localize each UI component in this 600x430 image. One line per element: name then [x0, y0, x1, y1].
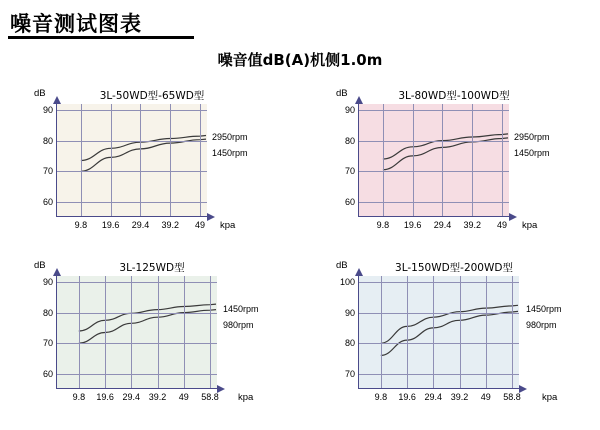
gridline-horizontal: [57, 141, 207, 142]
x-axis-unit: kpa: [542, 392, 558, 403]
x-axis-unit: kpa: [522, 220, 538, 231]
series-label-1: 1450rpm: [514, 148, 550, 158]
plot-area: [339, 276, 521, 402]
series-line-1: [79, 310, 216, 344]
gridline-vertical: [131, 276, 132, 388]
y-axis-tick-label: 100: [339, 277, 355, 288]
chart-block-3: [28, 260, 278, 410]
title-underline: [8, 36, 194, 39]
x-axis-tick-label: 39.2: [463, 220, 481, 230]
series-line-1: [383, 138, 508, 170]
x-axis-tick-label: 58.8: [503, 392, 521, 402]
series-line-1: [381, 311, 518, 355]
x-axis-tick-label: 29.4: [122, 392, 141, 402]
chart-block-2: [330, 88, 570, 238]
series-curves: [57, 104, 207, 216]
gridline-vertical: [381, 276, 382, 388]
gridline-horizontal: [57, 202, 207, 203]
y-axis-tick-label: 90: [42, 277, 53, 288]
x-axis-unit: kpa: [220, 220, 236, 231]
y-axis-tick-label: 80: [42, 135, 53, 146]
x-axis-arrow-icon: [509, 213, 517, 221]
y-axis-arrow-icon: [53, 268, 61, 276]
x-axis-tick-label: 39.2: [161, 220, 179, 230]
x-axis-tick-label: 19.6: [96, 392, 114, 402]
gridline-horizontal: [57, 282, 217, 283]
gridline-horizontal: [359, 282, 519, 283]
gridline-horizontal: [57, 374, 217, 375]
y-axis-unit: dB: [336, 260, 348, 271]
gridline-horizontal: [57, 171, 207, 172]
gridline-horizontal: [359, 171, 509, 172]
x-axis-tick-label: 19.6: [403, 220, 422, 230]
y-axis-tick-label: 90: [344, 307, 355, 318]
page-subtitle: 噪音值dB(A)机侧1.0m: [217, 51, 383, 69]
gridline-vertical: [486, 276, 487, 388]
x-axis-tick-label: 29.4: [424, 392, 443, 402]
gridline-vertical: [383, 104, 384, 216]
series-label-0: 1450rpm: [223, 304, 259, 314]
gridline-horizontal: [359, 141, 509, 142]
series-line-0: [383, 134, 508, 159]
gridline-vertical: [158, 276, 159, 388]
x-axis-arrow-icon: [207, 213, 215, 221]
gridline-vertical: [413, 104, 414, 216]
x-axis-tick-label: 9.8: [374, 392, 388, 402]
series-label-1: 980rpm: [223, 320, 254, 330]
series-curves: [57, 276, 217, 388]
series-label-0: 2950rpm: [514, 132, 550, 142]
gridline-horizontal: [359, 110, 509, 111]
series-label-1: 980rpm: [526, 320, 557, 330]
gridline-vertical: [140, 104, 141, 216]
gridline-vertical: [442, 104, 443, 216]
y-axis-tick-label: 60: [42, 196, 53, 207]
series-line-0: [79, 304, 216, 331]
y-axis-unit: dB: [336, 88, 348, 99]
chart-block-1: [28, 88, 268, 238]
gridline-vertical: [184, 276, 185, 388]
plot-area: [42, 104, 207, 230]
gridline-horizontal: [359, 343, 519, 344]
y-axis-tick-label: 70: [42, 338, 53, 349]
gridline-vertical: [512, 276, 513, 388]
y-axis-tick-label: 70: [42, 166, 53, 177]
y-axis-tick-label: 60: [42, 368, 53, 379]
x-axis-tick-label: 58.8: [201, 392, 219, 402]
gridline-vertical: [79, 276, 80, 388]
y-axis-tick-label: 80: [344, 135, 355, 146]
gridline-vertical: [502, 104, 503, 216]
gridline-vertical: [81, 104, 82, 216]
gridline-vertical: [170, 104, 171, 216]
gridline-horizontal: [359, 374, 519, 375]
y-axis-arrow-icon: [355, 96, 363, 104]
series-label-0: 2950rpm: [212, 132, 248, 142]
series-line-1: [81, 139, 206, 171]
y-axis-arrow-icon: [53, 96, 61, 104]
x-axis-unit: kpa: [238, 392, 254, 403]
y-axis-tick-label: 90: [42, 105, 53, 116]
gridline-horizontal: [57, 343, 217, 344]
x-axis-tick-label: 19.6: [398, 392, 416, 402]
x-axis-tick-label: 29.4: [433, 220, 452, 230]
gridline-vertical: [460, 276, 461, 388]
series-label-1: 1450rpm: [212, 148, 248, 158]
gridline-vertical: [472, 104, 473, 216]
x-axis-tick-label: 29.4: [131, 220, 150, 230]
y-axis-tick-label: 80: [344, 338, 355, 349]
gridline-horizontal: [359, 313, 519, 314]
gridline-vertical: [433, 276, 434, 388]
gridline-vertical: [407, 276, 408, 388]
y-axis-arrow-icon: [355, 268, 363, 276]
y-axis-tick-label: 70: [344, 368, 355, 379]
plot-area: [42, 276, 219, 402]
gridline-vertical: [210, 276, 211, 388]
series-label-0: 1450rpm: [526, 304, 562, 314]
y-axis-unit: dB: [34, 88, 46, 99]
chart-title: 3L-80WD型-100WD型: [398, 90, 510, 102]
series-curves: [359, 276, 519, 388]
gridline-horizontal: [57, 110, 207, 111]
y-axis-tick-label: 80: [42, 307, 53, 318]
x-axis-tick-label: 49: [194, 220, 206, 230]
x-axis-tick-label: 9.8: [376, 220, 390, 230]
x-axis-tick-label: 39.2: [148, 392, 167, 402]
x-axis-tick-label: 49: [480, 392, 491, 402]
x-axis-tick-label: 39.2: [450, 392, 469, 402]
page-title: 噪音测试图表: [10, 12, 142, 36]
plot-area: [344, 104, 509, 230]
gridline-vertical: [105, 276, 106, 388]
series-line-0: [81, 136, 206, 161]
gridline-horizontal: [57, 313, 217, 314]
x-axis-tick-label: 9.8: [74, 220, 88, 230]
y-axis-tick-label: 70: [344, 166, 355, 177]
chart-title: 3L-50WD型-65WD型: [99, 90, 205, 102]
chart-title: 3L-150WD型-200WD型: [395, 262, 513, 274]
series-curves: [359, 104, 509, 216]
x-axis-tick-label: 49: [496, 220, 508, 230]
y-axis-unit: dB: [34, 260, 46, 271]
x-axis-tick-label: 9.8: [72, 392, 86, 402]
y-axis-tick-label: 60: [344, 196, 355, 207]
x-axis-tick-label: 19.6: [101, 220, 120, 230]
y-axis-tick-label: 90: [344, 105, 355, 116]
gridline-vertical: [111, 104, 112, 216]
gridline-vertical: [200, 104, 201, 216]
gridline-horizontal: [359, 202, 509, 203]
x-axis-tick-label: 49: [178, 392, 189, 402]
chart-block-4: [330, 260, 580, 410]
series-line-0: [381, 305, 518, 343]
chart-title: 3L-125WD型: [119, 262, 185, 274]
